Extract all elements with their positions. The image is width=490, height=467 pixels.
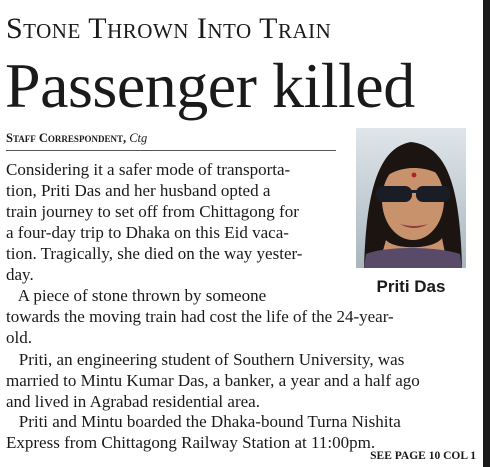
continuation-note: SEE PAGE 10 COL 1 <box>370 450 476 462</box>
byline-author: Staff Correspondent, <box>6 131 127 145</box>
paragraph-4 <box>6 411 401 453</box>
byline <box>6 130 336 146</box>
text-line: Priti and Mintu boarded the Dhaka-bound Turna Nishita <box>6 412 401 431</box>
kicker-headline <box>6 10 476 48</box>
text-line: tion, Priti Das and her husband opted a <box>6 181 271 200</box>
paragraph-2 <box>6 285 394 348</box>
byline-divider <box>6 150 336 151</box>
text-line: a four-day trip to Dhaka on this Eid vaca- <box>6 223 289 242</box>
paragraph-3 <box>6 349 420 412</box>
text-line: Considering it a safer mode of transporta- <box>6 160 291 179</box>
byline-location: Ctg <box>129 131 148 145</box>
text-line: A piece of stone thrown by someone <box>6 286 267 305</box>
text-line: Priti, an engineering student of Southern University, was <box>6 350 405 369</box>
text-line: married to Mintu Kumar Das, a banker, a year and a half ago <box>6 371 420 390</box>
paragraph-1 <box>6 159 302 285</box>
text-line: and lived in Agrabad residential area. <box>6 392 260 411</box>
text-line: Express from Chittagong Railway Station at 11:00pm. <box>6 433 376 452</box>
photo-caption: Priti Das <box>376 277 446 296</box>
text-line: old. <box>6 328 32 347</box>
main-headline: Passenger killed <box>5 50 415 121</box>
column-rule <box>483 0 490 467</box>
text-line: tion. Tragically, she died on the way yester- <box>6 244 303 263</box>
kicker-text: Stone Thrown Into Train <box>6 12 332 45</box>
portrait-photo <box>356 128 466 268</box>
text-line: day. <box>6 265 34 284</box>
text-line: towards the moving train had cost the life of the 24-year- <box>6 307 394 326</box>
text-line: train journey to set off from Chittagong for <box>6 202 299 221</box>
